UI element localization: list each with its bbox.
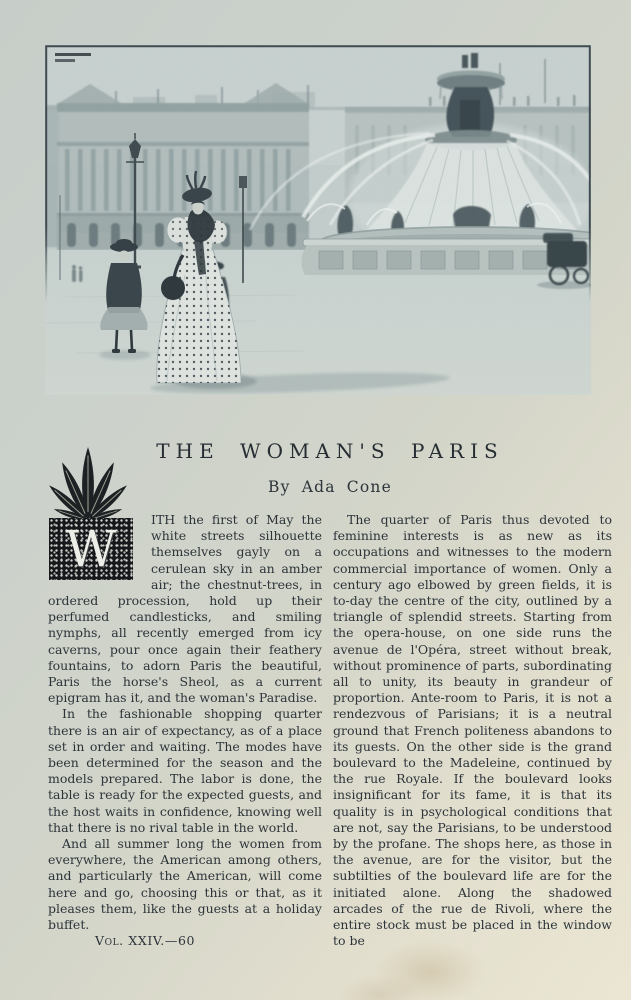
paragraph-opening xyxy=(48,512,322,706)
article-title: THE WOMAN'S PARIS xyxy=(156,439,504,463)
dropcap-ornament xyxy=(48,514,142,580)
chestnut-leaf-icon xyxy=(34,438,142,524)
volume-footnote: Vol. XXIV.—60 xyxy=(95,933,196,948)
dropcap-letter: W xyxy=(65,520,117,578)
article-byline: By Ada Cone xyxy=(268,478,392,496)
dropcap-w-block xyxy=(49,518,133,580)
halftone-grain xyxy=(45,45,591,395)
article-columns xyxy=(48,512,612,949)
paragraph: In the fashionable shopping quarter there is an air of expectancy, as of a place set in order and waiting. The modes have been determined for the season and the models prepared. The labor is done, the table is ready for the expected guests, and the host waits in confidence, knowing well that there is no rival table in the world. xyxy=(48,706,322,835)
right-column xyxy=(333,512,612,949)
left-column xyxy=(48,512,322,949)
paragraph: The quarter of Paris thus devoted to feminine interests is as new as its occupations and witnesses to the modern commercial importance of women. Only a century ago elbowed by green fields, it is to-day the centre of the city, outlined by a triangle of splendid streets. Starting from the opera-house, on one side runs the avenue de l'Opéra, street without break, without prominence of parts, subordinating all to unity, its beauty in grandeur of proportion. Ante-room to Paris, it is not a rendezvous of Parisians; it is a neutral ground that French politeness abandons to its guests. On the other side is the grand boulevard to the Madeleine, continued by the rue Royale. If the boulevard looks insignificant for its fame, it is that its quality is in psychological conditions that are not, say the Parisians, to be understood by the profane. The shops here, as those in the avenue, are for the visitor, but the subtilties of the boulevard life are for the initiated alone. Along the shadowed arcades of the rue de Rivoli, where the entire stock must be placed in the window to be xyxy=(333,512,612,949)
paragraph: And all summer long the women from everywhere, the American among others, and particularly the American, will come here and go, choosing this or that, as it pleases them, like the guests at a holiday buffet. xyxy=(48,836,322,933)
concorde-scene-illustration xyxy=(45,45,591,395)
paragraph-text: ITH the first of May the white streets silhouette themselves gayly on a cerulean sky in an amber air; the chestnut-trees, in ordered procession, hold up their perfumed candlesticks, and smiling nymphs, all recently emerged from icy caverns, pour once again their feathery fountains, to adorn Paris the beautiful, Paris the horse's Sheol, as a current epigram has it, and the woman's Paradise. xyxy=(48,512,322,706)
illustration-plate xyxy=(45,45,591,395)
